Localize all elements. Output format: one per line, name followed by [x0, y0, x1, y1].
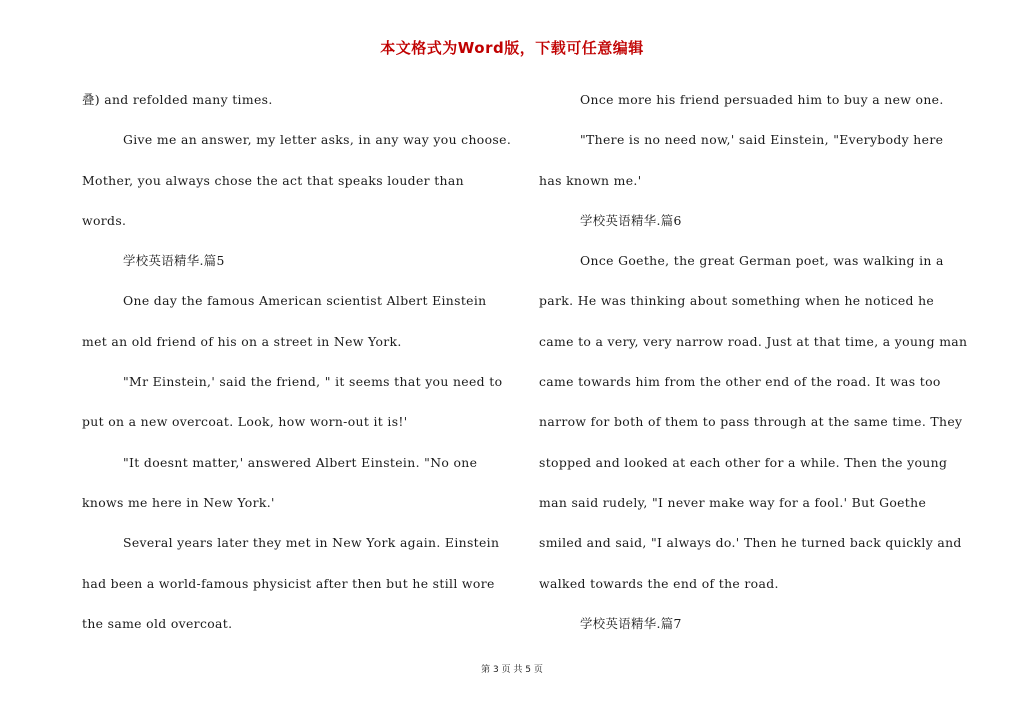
paragraph: Give me an answer, my letter asks, in any way you choose. Mother, you always chose the act that speaks louder than words. [82, 132, 512, 228]
paragraph: Once Goethe, the great German poet, was walking in a park. He was thinking about something when he noticed he came to a very, very narrow road. Just at that time, a young man came towards him from the other end of the road. It was too narrow for both of them to pass through at the same time. They stopped and looked at each other for a while. Then the young man said rudely, "I never make way for a fool.' But Goethe smiled and said, "I always do.' Then he turned back quickly and walked towards the end of the road. [539, 253, 968, 591]
right-column [539, 80, 969, 644]
paragraph: "There is no need now,' said Einstein, "Everybody here has known me.' [539, 132, 944, 188]
paragraph: 叠) and refolded many times. [82, 92, 273, 107]
paragraph: One day the famous American scientist Albert Einstein met an old friend of his on a street in New York. [82, 293, 487, 349]
section-heading: 学校英语精华.篇7 [580, 615, 682, 631]
page-number: 第 3 页 共 5 页 [481, 665, 543, 675]
section-heading: 学校英语精华.篇5 [123, 253, 225, 269]
document-banner: 本文格式为Word版，下载可任意编辑 [380, 39, 644, 57]
paragraph: Several years later they met in New York again. Einstein had been a world-famous physicist after then but he still wore the same old overcoat. [82, 535, 500, 631]
paragraph: Once more his friend persuaded him to buy a new one. [580, 92, 944, 107]
paragraph: "It doesnt matter,' answered Albert Einstein. "No one knows me here in New York.' [82, 454, 478, 510]
paragraph: "Mr Einstein,' said the friend, " it seems that you need to put on a new overcoat. Look, how worn-out it is!' [82, 374, 503, 430]
left-column [82, 80, 512, 644]
section-heading: 学校英语精华.篇6 [580, 212, 682, 228]
